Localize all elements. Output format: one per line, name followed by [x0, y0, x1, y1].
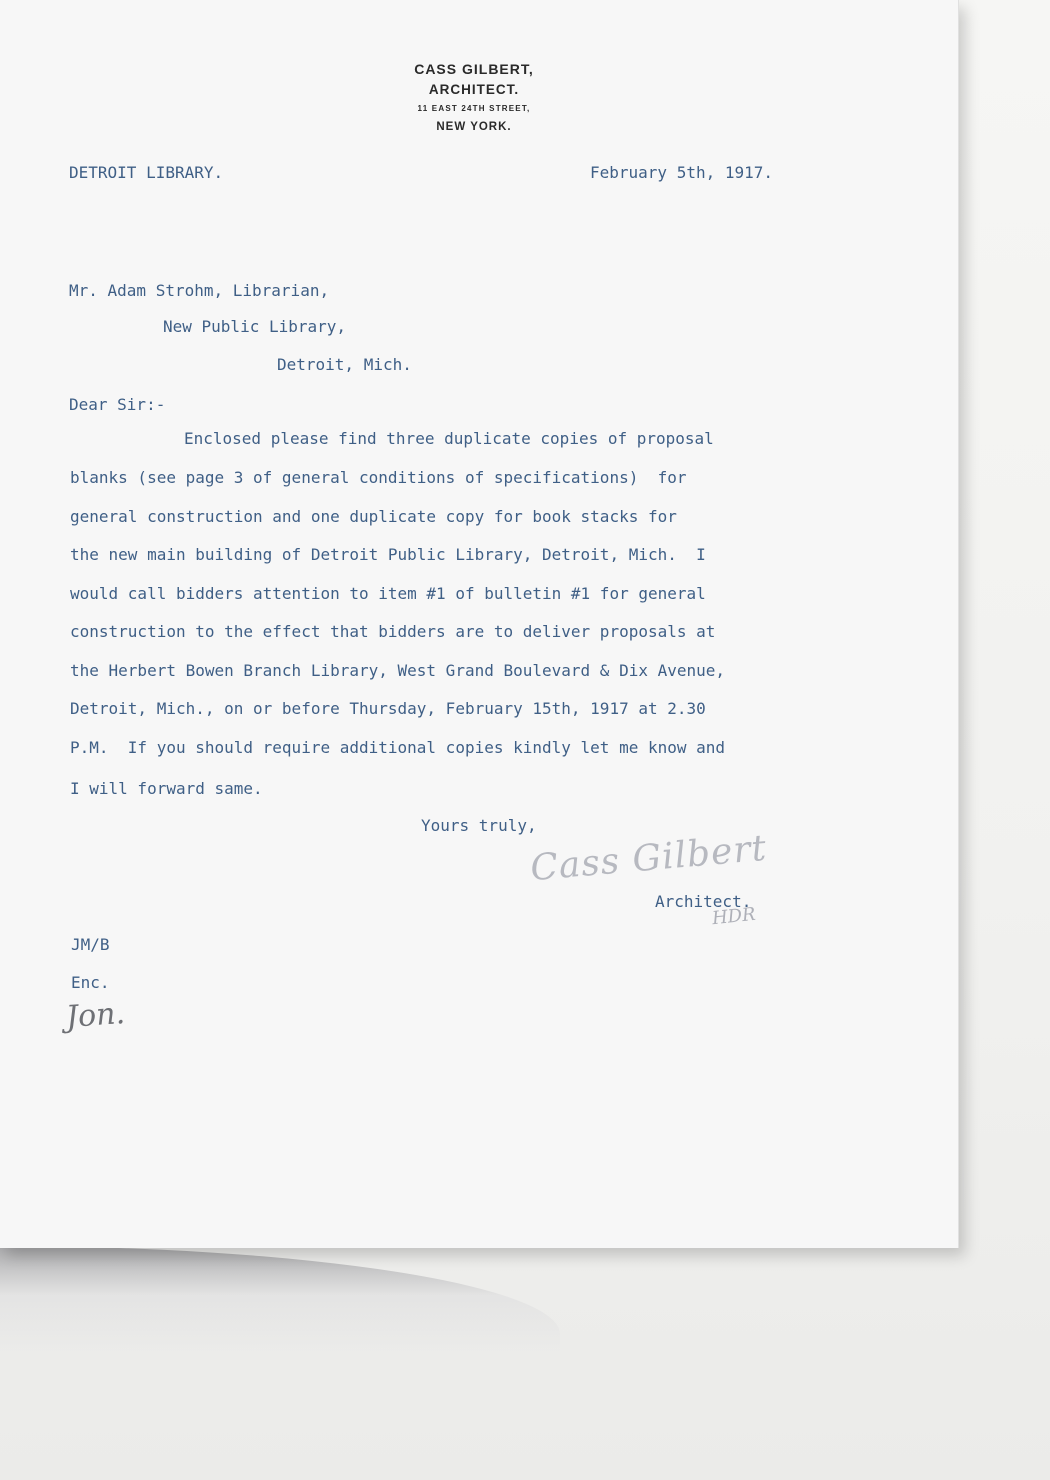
handwritten-signature: Cass Gilbert	[528, 827, 769, 890]
body-line: Enclosed please find three duplicate copies of proposal	[184, 429, 714, 448]
letterhead-city: NEW YORK.	[436, 121, 512, 133]
body-line: P.M. If you should require additional copies kindly let me know and	[70, 738, 726, 757]
letterhead	[0, 58, 948, 136]
enclosure-note: Enc.	[71, 973, 110, 992]
body-line: would call bidders attention to item #1 of bulletin #1 for general	[70, 584, 706, 603]
signature-role: Architect.	[655, 892, 752, 911]
reference-initials: JM/B	[71, 935, 110, 954]
pencil-annotation: Jon.	[64, 995, 127, 1036]
letterhead-name: CASS GILBERT,	[414, 61, 534, 77]
body-line: Detroit, Mich., on or before Thursday, February 15th, 1917 at 2.30	[70, 699, 706, 718]
body-line: the new main building of Detroit Public Library, Detroit, Mich. I	[70, 545, 706, 564]
body-line: I will forward same.	[70, 779, 263, 798]
body-line: construction to the effect that bidders are to deliver proposals at	[70, 622, 716, 641]
body-line: the Herbert Bowen Branch Library, West Grand Boulevard & Dix Avenue,	[70, 661, 726, 680]
complimentary-close: Yours truly,	[421, 816, 537, 835]
salutation: Dear Sir:-	[69, 395, 166, 414]
subject-line: DETROIT LIBRARY.	[69, 163, 224, 182]
letterhead-title: ARCHITECT.	[428, 82, 520, 97]
letterhead-street: 11 EAST 24TH STREET,	[417, 104, 531, 113]
address-line-1: Mr. Adam Strohm, Librarian,	[69, 281, 330, 300]
handwritten-initials: HDR	[711, 903, 757, 930]
letter-date: February 5th, 1917.	[590, 163, 774, 182]
body-line: general construction and one duplicate copy for book stacks for	[70, 507, 677, 526]
address-line-2: New Public Library,	[163, 317, 347, 336]
address-line-3: Detroit, Mich.	[277, 355, 412, 374]
body-line: blanks (see page 3 of general conditions of specifications) for	[70, 468, 687, 487]
